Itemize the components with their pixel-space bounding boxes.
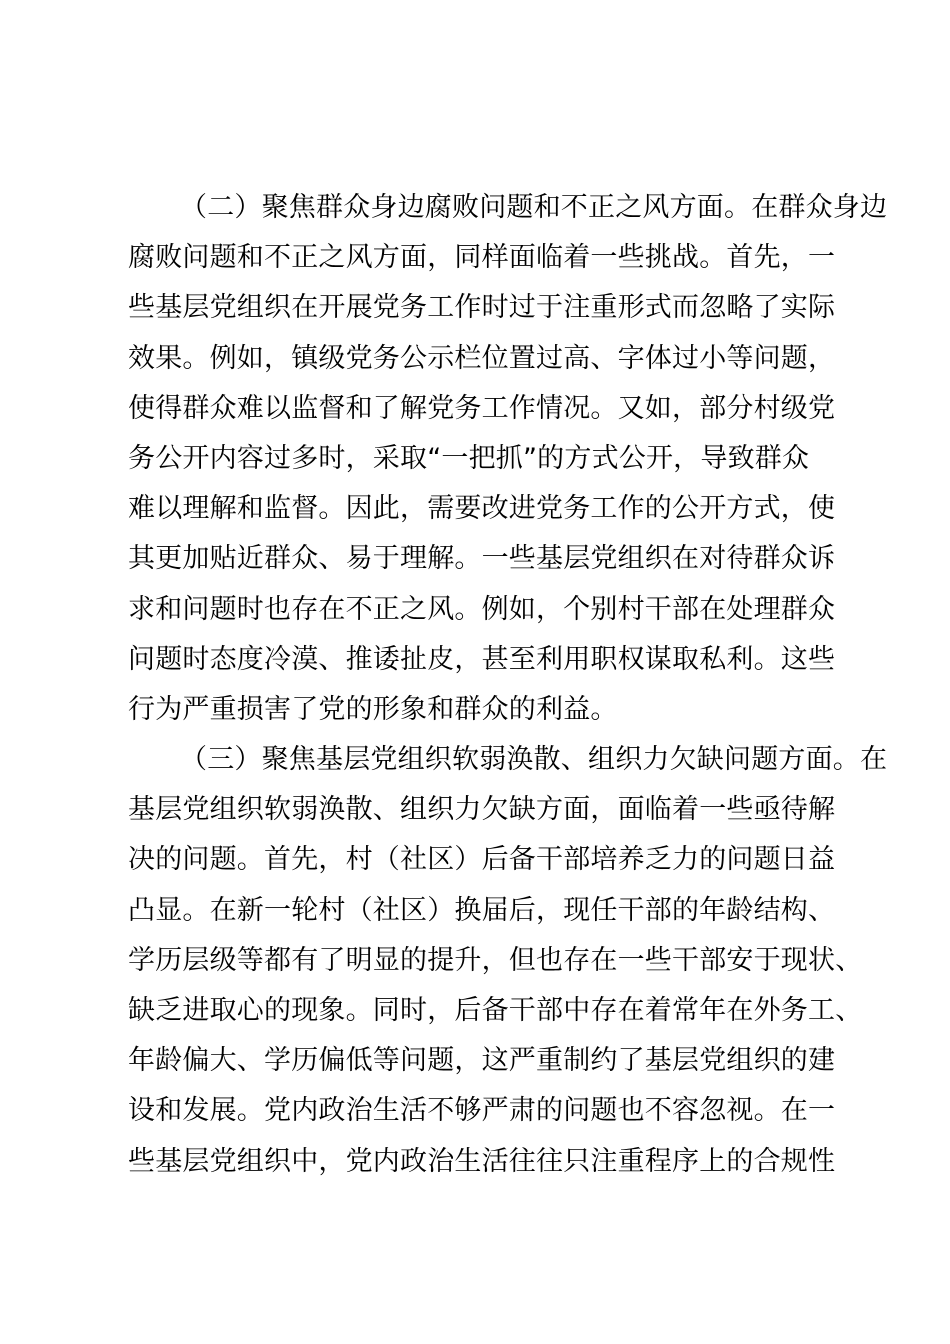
paragraph-line: 务公开内容过多时，采取“一把抓”的方式公开，导致群众	[128, 442, 810, 474]
document-body	[128, 183, 888, 1187]
paragraph-line: 学历层级等都有了明显的提升，但也存在一些干部安于现状、	[128, 944, 863, 976]
paragraph-line: 缺乏进取心的现象。同时，后备干部中存在着常年在外务工、	[128, 995, 863, 1026]
paragraph-line: 决的问题。首先，村（社区）后备干部培养乏力的问题日益	[128, 844, 836, 876]
paragraph-3-heading-line: （三）聚焦基层党组织软弱涣散、组织力欠缺问题方面。在	[180, 744, 888, 776]
paragraph-line: 基层党组织软弱涣散、组织力欠缺方面，面临着一些亟待解	[128, 794, 836, 826]
paragraph-line: 些基层党组织中，党内政治生活往往只注重程序上的合规性	[128, 1145, 836, 1177]
paragraph-line: 腐败问题和不正之风方面，同样面临着一些挑战。首先，一	[128, 242, 836, 274]
paragraph-line: 年龄偏大、学历偏低等问题，这严重制约了基层党组织的建	[128, 1045, 836, 1077]
paragraph-line: 问题时态度冷漠、推诿扯皮，甚至利用职权谋取私利。这些	[128, 643, 836, 675]
paragraph-line: 些基层党组织在开展党务工作时过于注重形式而忽略了实际	[128, 292, 836, 324]
paragraph-line: 凸显。在新一轮村（社区）换届后，现任干部的年龄结构、	[128, 894, 836, 926]
paragraph-line: 难以理解和监督。因此，需要改进党务工作的公开方式，使	[128, 493, 836, 525]
paragraph-line: 行为严重损害了党的形象和群众的利益。	[128, 693, 618, 725]
paragraph-line: 效果。例如，镇级党务公示栏位置过高、字体过小等问题，	[128, 342, 836, 374]
paragraph-line: 其更加贴近群众、易于理解。一些基层党组织在对待群众诉	[128, 543, 836, 575]
paragraph-line: 求和问题时也存在不正之风。例如，个别村干部在处理群众	[128, 593, 836, 625]
paragraph-line: 设和发展。党内政治生活不够严肃的问题也不容忽视。在一	[128, 1095, 836, 1127]
paragraph-line: 使得群众难以监督和了解党务工作情况。又如，部分村级党	[128, 392, 836, 424]
paragraph-2-heading-line: （二）聚焦群众身边腐败问题和不正之风方面。在群众身边	[180, 192, 888, 223]
